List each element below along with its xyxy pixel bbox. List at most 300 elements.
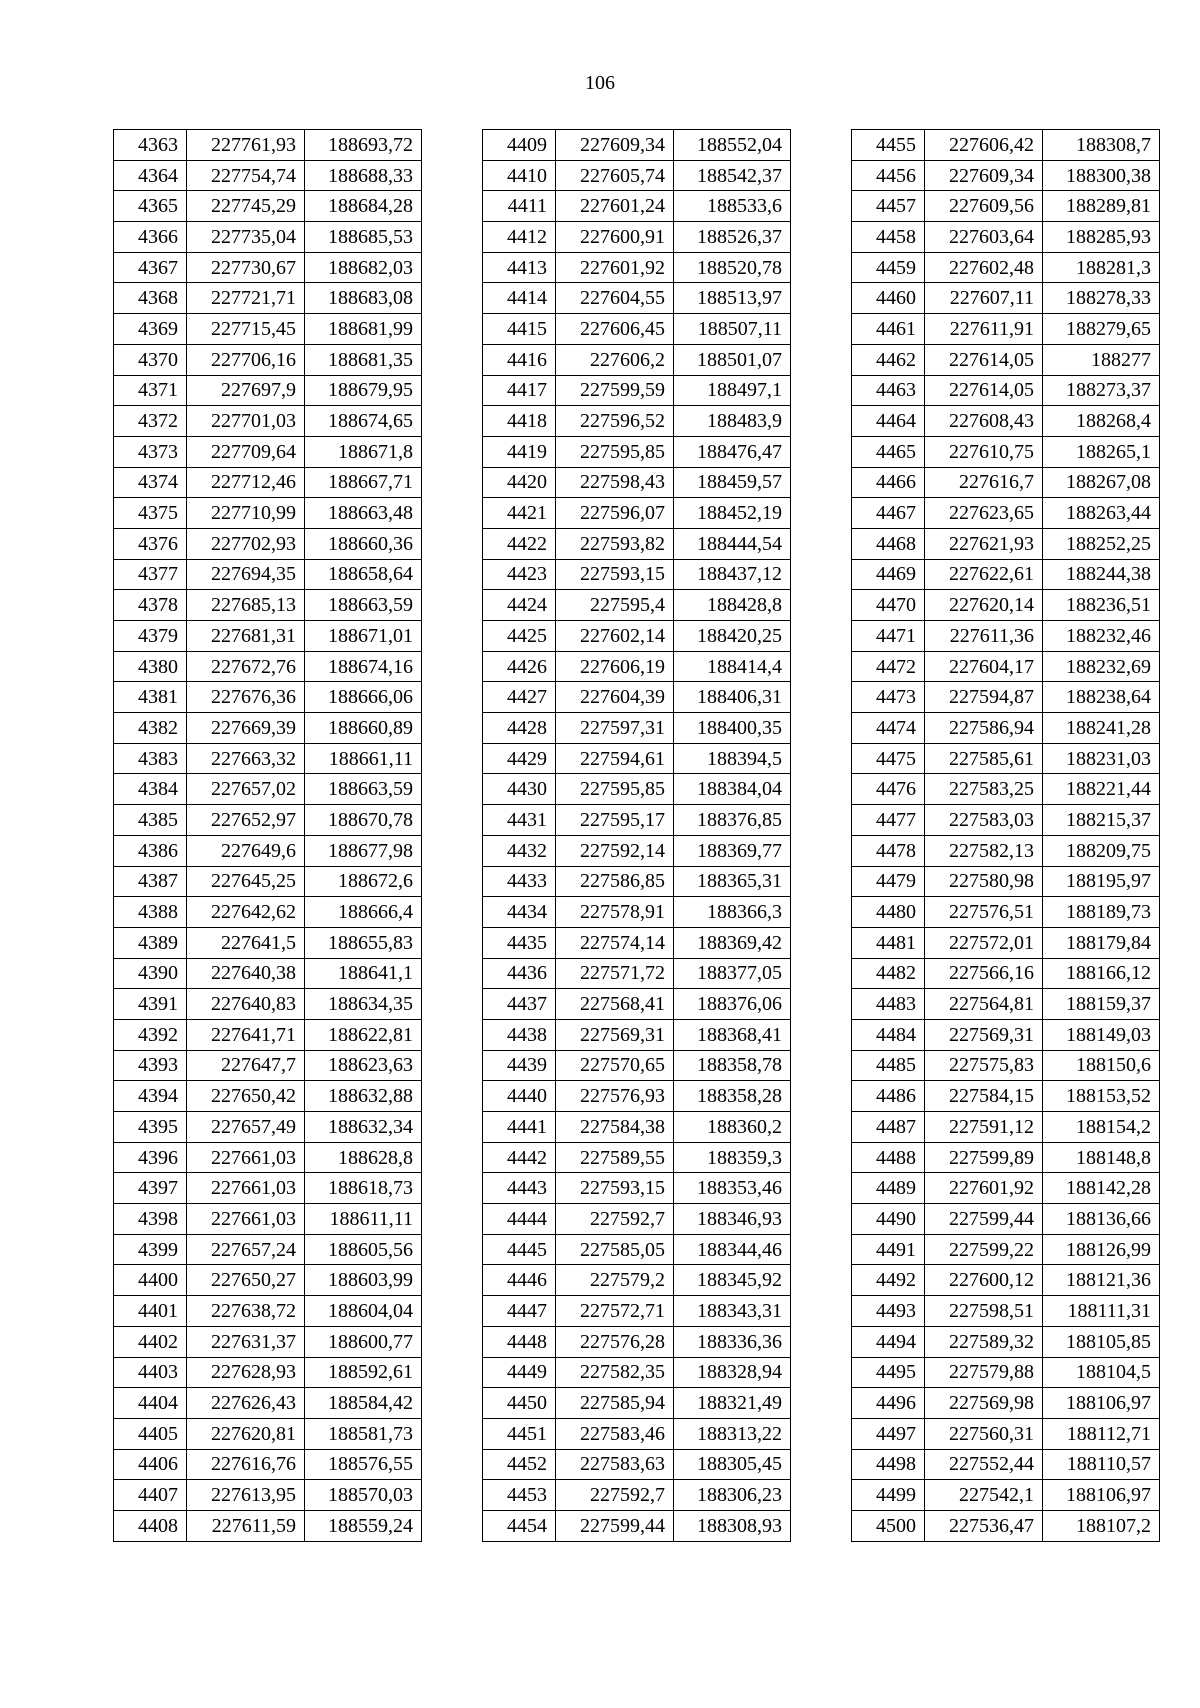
point-number-cell: 4440: [483, 1081, 556, 1112]
y-coordinate-cell: 188559,24: [305, 1510, 422, 1541]
y-coordinate-cell: 188358,78: [674, 1050, 791, 1081]
y-coordinate-cell: 188622,81: [305, 1019, 422, 1050]
x-coordinate-cell: 227600,91: [556, 222, 674, 253]
y-coordinate-cell: 188533,6: [674, 191, 791, 222]
table-row: [483, 958, 791, 989]
point-number-cell: 4391: [114, 989, 187, 1020]
x-coordinate-cell: 227640,38: [187, 958, 305, 989]
point-number-cell: 4421: [483, 498, 556, 529]
point-number-cell: 4383: [114, 743, 187, 774]
x-coordinate-cell: 227604,55: [556, 283, 674, 314]
point-number-cell: 4459: [852, 252, 925, 283]
y-coordinate-cell: 188452,19: [674, 498, 791, 529]
point-number-cell: 4363: [114, 130, 187, 161]
point-number-cell: 4426: [483, 651, 556, 682]
table-row: [114, 1234, 422, 1265]
y-coordinate-cell: 188552,04: [674, 130, 791, 161]
x-coordinate-cell: 227552,44: [925, 1449, 1043, 1480]
table-row: [852, 344, 1160, 375]
x-coordinate-cell: 227599,89: [925, 1142, 1043, 1173]
y-coordinate-cell: 188670,78: [305, 805, 422, 836]
table-row: [483, 1112, 791, 1143]
y-coordinate-cell: 188368,41: [674, 1019, 791, 1050]
table-row: [852, 498, 1160, 529]
x-coordinate-cell: 227536,47: [925, 1510, 1043, 1541]
point-number-cell: 4387: [114, 866, 187, 897]
x-coordinate-cell: 227616,7: [925, 467, 1043, 498]
point-number-cell: 4484: [852, 1019, 925, 1050]
x-coordinate-cell: 227685,13: [187, 590, 305, 621]
point-number-cell: 4445: [483, 1234, 556, 1265]
table-row: [114, 1019, 422, 1050]
table-row: [483, 498, 791, 529]
y-coordinate-cell: 188497,1: [674, 375, 791, 406]
x-coordinate-cell: 227569,98: [925, 1388, 1043, 1419]
table-row: [852, 774, 1160, 805]
point-number-cell: 4402: [114, 1326, 187, 1357]
point-number-cell: 4497: [852, 1418, 925, 1449]
coordinate-table-1: [113, 129, 422, 1542]
table-row: [852, 436, 1160, 467]
y-coordinate-cell: 188195,97: [1043, 866, 1160, 897]
x-coordinate-cell: 227623,65: [925, 498, 1043, 529]
y-coordinate-cell: 188394,5: [674, 743, 791, 774]
y-coordinate-cell: 188238,64: [1043, 682, 1160, 713]
table-row: [852, 1204, 1160, 1235]
y-coordinate-cell: 188154,2: [1043, 1112, 1160, 1143]
point-number-cell: 4405: [114, 1418, 187, 1449]
table-row: [852, 252, 1160, 283]
table-row: [114, 283, 422, 314]
x-coordinate-cell: 227598,51: [925, 1296, 1043, 1327]
point-number-cell: 4498: [852, 1449, 925, 1480]
point-number-cell: 4377: [114, 559, 187, 590]
y-coordinate-cell: 188611,11: [305, 1204, 422, 1235]
y-coordinate-cell: 188121,36: [1043, 1265, 1160, 1296]
x-coordinate-cell: 227605,74: [556, 160, 674, 191]
table-row: [114, 1173, 422, 1204]
point-number-cell: 4386: [114, 835, 187, 866]
y-coordinate-cell: 188369,77: [674, 835, 791, 866]
table-row: [483, 528, 791, 559]
point-number-cell: 4430: [483, 774, 556, 805]
point-number-cell: 4496: [852, 1388, 925, 1419]
x-coordinate-cell: 227576,51: [925, 897, 1043, 928]
point-number-cell: 4444: [483, 1204, 556, 1235]
point-number-cell: 4417: [483, 375, 556, 406]
y-coordinate-cell: 188209,75: [1043, 835, 1160, 866]
table-row: [114, 1265, 422, 1296]
y-coordinate-cell: 188111,31: [1043, 1296, 1160, 1327]
y-coordinate-cell: 188142,28: [1043, 1173, 1160, 1204]
point-number-cell: 4378: [114, 590, 187, 621]
point-number-cell: 4384: [114, 774, 187, 805]
table-row: [852, 1050, 1160, 1081]
table-row: [483, 1050, 791, 1081]
y-coordinate-cell: 188231,03: [1043, 743, 1160, 774]
point-number-cell: 4483: [852, 989, 925, 1020]
x-coordinate-cell: 227592,7: [556, 1204, 674, 1235]
table-row: [852, 1081, 1160, 1112]
table-row: [852, 1296, 1160, 1327]
y-coordinate-cell: 188663,59: [305, 590, 422, 621]
x-coordinate-cell: 227594,61: [556, 743, 674, 774]
x-coordinate-cell: 227606,45: [556, 314, 674, 345]
point-number-cell: 4471: [852, 621, 925, 652]
y-coordinate-cell: 188684,28: [305, 191, 422, 222]
y-coordinate-cell: 188376,06: [674, 989, 791, 1020]
point-number-cell: 4396: [114, 1142, 187, 1173]
point-number-cell: 4489: [852, 1173, 925, 1204]
y-coordinate-cell: 188437,12: [674, 559, 791, 590]
table-row: [483, 222, 791, 253]
table-row: [483, 897, 791, 928]
y-coordinate-cell: 188321,49: [674, 1388, 791, 1419]
point-number-cell: 4398: [114, 1204, 187, 1235]
y-coordinate-cell: 188384,04: [674, 774, 791, 805]
x-coordinate-cell: 227583,25: [925, 774, 1043, 805]
table-row: [114, 835, 422, 866]
table-row: [483, 805, 791, 836]
table-row: [852, 1418, 1160, 1449]
x-coordinate-cell: 227591,12: [925, 1112, 1043, 1143]
y-coordinate-cell: 188263,44: [1043, 498, 1160, 529]
table-row: [114, 1050, 422, 1081]
point-number-cell: 4477: [852, 805, 925, 836]
point-number-cell: 4448: [483, 1326, 556, 1357]
x-coordinate-cell: 227697,9: [187, 375, 305, 406]
x-coordinate-cell: 227663,32: [187, 743, 305, 774]
x-coordinate-cell: 227735,04: [187, 222, 305, 253]
y-coordinate-cell: 188179,84: [1043, 927, 1160, 958]
y-coordinate-cell: 188265,1: [1043, 436, 1160, 467]
y-coordinate-cell: 188221,44: [1043, 774, 1160, 805]
y-coordinate-cell: 188153,52: [1043, 1081, 1160, 1112]
x-coordinate-cell: 227650,42: [187, 1081, 305, 1112]
point-number-cell: 4379: [114, 621, 187, 652]
table-row: [483, 1265, 791, 1296]
point-number-cell: 4474: [852, 713, 925, 744]
x-coordinate-cell: 227599,22: [925, 1234, 1043, 1265]
point-number-cell: 4407: [114, 1480, 187, 1511]
x-coordinate-cell: 227575,83: [925, 1050, 1043, 1081]
table-row: [114, 989, 422, 1020]
y-coordinate-cell: 188106,97: [1043, 1480, 1160, 1511]
point-number-cell: 4479: [852, 866, 925, 897]
table-row: [114, 1480, 422, 1511]
y-coordinate-cell: 188244,38: [1043, 559, 1160, 590]
point-number-cell: 4481: [852, 927, 925, 958]
point-number-cell: 4475: [852, 743, 925, 774]
table-row: [483, 314, 791, 345]
x-coordinate-cell: 227676,36: [187, 682, 305, 713]
point-number-cell: 4480: [852, 897, 925, 928]
table-row: [483, 989, 791, 1020]
table-row: [852, 1510, 1160, 1541]
point-number-cell: 4486: [852, 1081, 925, 1112]
point-number-cell: 4470: [852, 590, 925, 621]
table-row: [852, 621, 1160, 652]
x-coordinate-cell: 227601,92: [556, 252, 674, 283]
table-row: [114, 805, 422, 836]
x-coordinate-cell: 227645,25: [187, 866, 305, 897]
point-number-cell: 4443: [483, 1173, 556, 1204]
table-row: [483, 130, 791, 161]
table-row: [852, 130, 1160, 161]
point-number-cell: 4488: [852, 1142, 925, 1173]
x-coordinate-cell: 227647,7: [187, 1050, 305, 1081]
y-coordinate-cell: 188189,73: [1043, 897, 1160, 928]
table-row: [852, 559, 1160, 590]
y-coordinate-cell: 188241,28: [1043, 713, 1160, 744]
x-coordinate-cell: 227574,14: [556, 927, 674, 958]
table-row: [483, 252, 791, 283]
point-number-cell: 4385: [114, 805, 187, 836]
point-number-cell: 4420: [483, 467, 556, 498]
y-coordinate-cell: 188501,07: [674, 344, 791, 375]
y-coordinate-cell: 188600,77: [305, 1326, 422, 1357]
x-coordinate-cell: 227607,11: [925, 283, 1043, 314]
table-row: [852, 528, 1160, 559]
x-coordinate-cell: 227598,43: [556, 467, 674, 498]
point-number-cell: 4456: [852, 160, 925, 191]
y-coordinate-cell: 188414,4: [674, 651, 791, 682]
table-row: [114, 1296, 422, 1327]
x-coordinate-cell: 227622,61: [925, 559, 1043, 590]
point-number-cell: 4457: [852, 191, 925, 222]
point-number-cell: 4463: [852, 375, 925, 406]
table-row: [852, 283, 1160, 314]
x-coordinate-cell: 227640,83: [187, 989, 305, 1020]
table-row: [114, 774, 422, 805]
point-number-cell: 4367: [114, 252, 187, 283]
table-row: [483, 344, 791, 375]
x-coordinate-cell: 227609,34: [925, 160, 1043, 191]
table-row: [114, 713, 422, 744]
y-coordinate-cell: 188674,65: [305, 406, 422, 437]
table-row: [114, 743, 422, 774]
y-coordinate-cell: 188682,03: [305, 252, 422, 283]
table-row: [852, 866, 1160, 897]
table-row: [483, 590, 791, 621]
x-coordinate-cell: 227595,85: [556, 436, 674, 467]
x-coordinate-cell: 227641,5: [187, 927, 305, 958]
point-number-cell: 4404: [114, 1388, 187, 1419]
table-row: [483, 1449, 791, 1480]
x-coordinate-cell: 227669,39: [187, 713, 305, 744]
x-coordinate-cell: 227595,4: [556, 590, 674, 621]
x-coordinate-cell: 227586,94: [925, 713, 1043, 744]
point-number-cell: 4499: [852, 1480, 925, 1511]
table-row: [114, 682, 422, 713]
x-coordinate-cell: 227595,85: [556, 774, 674, 805]
point-number-cell: 4373: [114, 436, 187, 467]
y-coordinate-cell: 188285,93: [1043, 222, 1160, 253]
table-row: [852, 314, 1160, 345]
table-row: [114, 375, 422, 406]
x-coordinate-cell: 227570,65: [556, 1050, 674, 1081]
y-coordinate-cell: 188107,2: [1043, 1510, 1160, 1541]
x-coordinate-cell: 227604,17: [925, 651, 1043, 682]
point-number-cell: 4462: [852, 344, 925, 375]
y-coordinate-cell: 188308,7: [1043, 130, 1160, 161]
y-coordinate-cell: 188671,01: [305, 621, 422, 652]
y-coordinate-cell: 188603,99: [305, 1265, 422, 1296]
table-row: [483, 866, 791, 897]
x-coordinate-cell: 227608,43: [925, 406, 1043, 437]
table-row: [114, 559, 422, 590]
table-row: [114, 222, 422, 253]
x-coordinate-cell: 227649,6: [187, 835, 305, 866]
table-row: [483, 1357, 791, 1388]
x-coordinate-cell: 227593,15: [556, 559, 674, 590]
x-coordinate-cell: 227681,31: [187, 621, 305, 652]
point-number-cell: 4458: [852, 222, 925, 253]
y-coordinate-cell: 188660,36: [305, 528, 422, 559]
y-coordinate-cell: 188365,31: [674, 866, 791, 897]
point-number-cell: 4450: [483, 1388, 556, 1419]
point-number-cell: 4446: [483, 1265, 556, 1296]
y-coordinate-cell: 188693,72: [305, 130, 422, 161]
point-number-cell: 4369: [114, 314, 187, 345]
x-coordinate-cell: 227597,31: [556, 713, 674, 744]
table-row: [852, 1234, 1160, 1265]
table-row: [114, 1449, 422, 1480]
y-coordinate-cell: 188634,35: [305, 989, 422, 1020]
point-number-cell: 4490: [852, 1204, 925, 1235]
y-coordinate-cell: 188681,99: [305, 314, 422, 345]
table-row: [114, 252, 422, 283]
y-coordinate-cell: 188305,45: [674, 1449, 791, 1480]
y-coordinate-cell: 188660,89: [305, 713, 422, 744]
y-coordinate-cell: 188674,16: [305, 651, 422, 682]
table-row: [114, 1418, 422, 1449]
table-row: [483, 1234, 791, 1265]
x-coordinate-cell: 227606,42: [925, 130, 1043, 161]
point-number-cell: 4452: [483, 1449, 556, 1480]
table-row: [114, 621, 422, 652]
x-coordinate-cell: 227620,14: [925, 590, 1043, 621]
x-coordinate-cell: 227606,2: [556, 344, 674, 375]
point-number-cell: 4409: [483, 130, 556, 161]
table-row: [852, 1357, 1160, 1388]
table-row: [483, 436, 791, 467]
point-number-cell: 4406: [114, 1449, 187, 1480]
table-row: [114, 498, 422, 529]
y-coordinate-cell: 188306,23: [674, 1480, 791, 1511]
y-coordinate-cell: 188677,98: [305, 835, 422, 866]
x-coordinate-cell: 227569,31: [556, 1019, 674, 1050]
table-row: [852, 1265, 1160, 1296]
point-number-cell: 4485: [852, 1050, 925, 1081]
x-coordinate-cell: 227706,16: [187, 344, 305, 375]
point-number-cell: 4389: [114, 927, 187, 958]
y-coordinate-cell: 188584,42: [305, 1388, 422, 1419]
x-coordinate-cell: 227657,24: [187, 1234, 305, 1265]
table-row: [114, 1112, 422, 1143]
table-row: [852, 958, 1160, 989]
x-coordinate-cell: 227620,81: [187, 1418, 305, 1449]
point-number-cell: 4482: [852, 958, 925, 989]
x-coordinate-cell: 227628,93: [187, 1357, 305, 1388]
table-row: [114, 927, 422, 958]
x-coordinate-cell: 227586,85: [556, 866, 674, 897]
point-number-cell: 4454: [483, 1510, 556, 1541]
table-row: [852, 743, 1160, 774]
point-number-cell: 4418: [483, 406, 556, 437]
x-coordinate-cell: 227721,71: [187, 283, 305, 314]
x-coordinate-cell: 227661,03: [187, 1173, 305, 1204]
x-coordinate-cell: 227599,44: [925, 1204, 1043, 1235]
point-number-cell: 4424: [483, 590, 556, 621]
x-coordinate-cell: 227730,67: [187, 252, 305, 283]
x-coordinate-cell: 227631,37: [187, 1326, 305, 1357]
x-coordinate-cell: 227584,15: [925, 1081, 1043, 1112]
y-coordinate-cell: 188377,05: [674, 958, 791, 989]
y-coordinate-cell: 188520,78: [674, 252, 791, 283]
point-number-cell: 4455: [852, 130, 925, 161]
point-number-cell: 4478: [852, 835, 925, 866]
x-coordinate-cell: 227596,07: [556, 498, 674, 529]
y-coordinate-cell: 188681,35: [305, 344, 422, 375]
point-number-cell: 4368: [114, 283, 187, 314]
x-coordinate-cell: 227595,17: [556, 805, 674, 836]
point-number-cell: 4422: [483, 528, 556, 559]
y-coordinate-cell: 188112,71: [1043, 1418, 1160, 1449]
x-coordinate-cell: 227576,28: [556, 1326, 674, 1357]
table-row: [483, 406, 791, 437]
x-coordinate-cell: 227642,62: [187, 897, 305, 928]
table-row: [114, 897, 422, 928]
table-row: [114, 160, 422, 191]
x-coordinate-cell: 227611,59: [187, 1510, 305, 1541]
y-coordinate-cell: 188278,33: [1043, 283, 1160, 314]
table-row: [852, 927, 1160, 958]
y-coordinate-cell: 188232,69: [1043, 651, 1160, 682]
table-row: [483, 713, 791, 744]
point-number-cell: 4374: [114, 467, 187, 498]
point-number-cell: 4494: [852, 1326, 925, 1357]
table-row: [852, 467, 1160, 498]
y-coordinate-cell: 188150,6: [1043, 1050, 1160, 1081]
table-row: [852, 682, 1160, 713]
y-coordinate-cell: 188345,92: [674, 1265, 791, 1296]
x-coordinate-cell: 227572,01: [925, 927, 1043, 958]
x-coordinate-cell: 227593,82: [556, 528, 674, 559]
y-coordinate-cell: 188136,66: [1043, 1204, 1160, 1235]
x-coordinate-cell: 227542,1: [925, 1480, 1043, 1511]
x-coordinate-cell: 227579,2: [556, 1265, 674, 1296]
table-row: [852, 1449, 1160, 1480]
point-number-cell: 4464: [852, 406, 925, 437]
point-number-cell: 4435: [483, 927, 556, 958]
y-coordinate-cell: 188459,57: [674, 467, 791, 498]
y-coordinate-cell: 188106,97: [1043, 1388, 1160, 1419]
x-coordinate-cell: 227594,87: [925, 682, 1043, 713]
table-row: [483, 375, 791, 406]
point-number-cell: 4476: [852, 774, 925, 805]
point-number-cell: 4393: [114, 1050, 187, 1081]
point-number-cell: 4472: [852, 651, 925, 682]
table-row: [114, 1357, 422, 1388]
table-row: [483, 927, 791, 958]
x-coordinate-cell: 227613,95: [187, 1480, 305, 1511]
point-number-cell: 4492: [852, 1265, 925, 1296]
point-number-cell: 4371: [114, 375, 187, 406]
y-coordinate-cell: 188666,4: [305, 897, 422, 928]
x-coordinate-cell: 227709,64: [187, 436, 305, 467]
table-row: [483, 682, 791, 713]
